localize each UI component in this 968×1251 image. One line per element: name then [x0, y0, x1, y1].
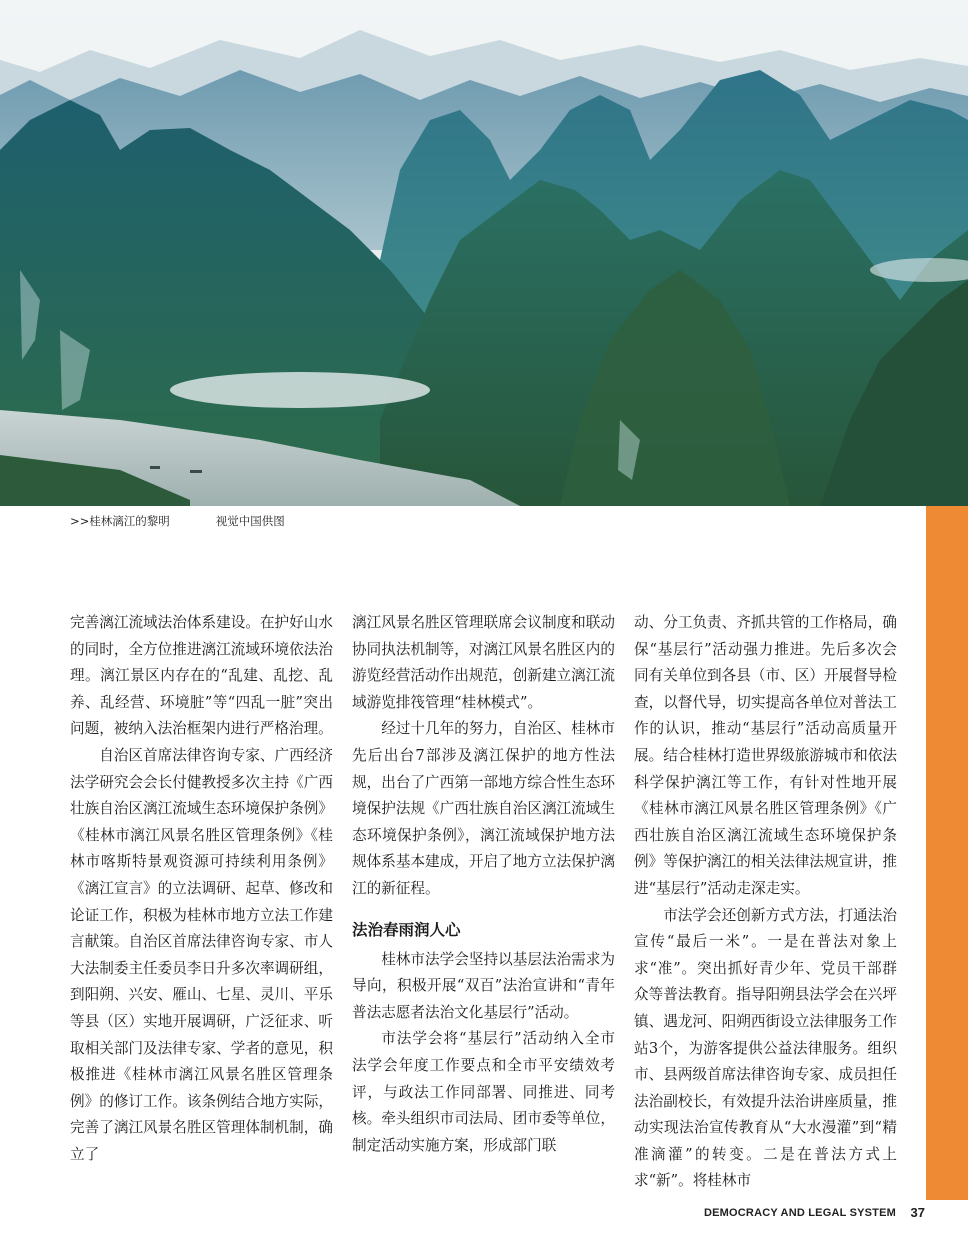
article-column-3: [634, 610, 897, 1195]
paragraph: 漓江风景名胜区管理联席会议制度和联动协同执法机制等，对漓江风景名胜区内的游览经营活动作出规范，创新建立漓江流域游览排筏管理“桂林模式”。: [352, 614, 615, 711]
article-column-2: [352, 610, 615, 1159]
paragraph: 动、分工负责、齐抓共管的工作格局，确保“基层行”活动强力推进。先后多次会同有关单位到各县（市、区）开展督导检查，以督代导，切实提高各单位对普法工作的认识，推动“基层行”活动高质量开展。结合桂林打造世界级旅游城市和依法科学保护漓江等工作，有针对性地开展《桂林市漓江风景名胜区管理条例》《广西壮族自治区漓江流域生态环境保护条例》等保护漓江的相关法律法规宣讲，推进“基层行”活动走深走实。: [634, 614, 897, 897]
caption-title: >>桂林漓江的黎明: [70, 514, 170, 528]
page-number: 37: [910, 1205, 925, 1220]
paragraph: 经过十几年的努力，自治区、桂林市先后出台7部涉及漓江保护的地方性法规，出台了广西第一部地方综合性生态环境保护法规《广西壮族自治区漓江流域生态环境保护条例》，漓江流域保护地方法规体系基本建成，开启了地方立法保护漓江的新征程。: [352, 720, 615, 897]
landscape-photo: [0, 0, 968, 506]
li-river-dawn-image: [0, 0, 968, 506]
paragraph: 市法学会将“基层行”活动纳入全市法学会年度工作要点和全市平安绩效考评，与政法工作同部署、同推进、同考核。牵头组织市司法局、团市委等单位，制定活动实施方案，形成部门联: [352, 1030, 615, 1154]
caption-credit: 视觉中国供图: [215, 514, 285, 528]
paragraph: 自治区首席法律咨询专家、广西经济法学研究会会长付健教授多次主持《广西壮族自治区漓江流域生态环境保护条例》《桂林市漓江风景名胜区管理条例》《桂林市喀斯特景观资源可持续利用条例》《漓江宣言》的立法调研、起草、修改和论证工作，积极为桂林市地方立法工作建言献策。自治区首席法律咨询专家、市人大法制委主任委员李日升多次率调研组，到阳朔、兴安、雁山、七星、灵川、平乐等县（区）实地开展调研，广泛征求、听取相关部门及法律专家、学者的意见，积极推进《桂林市漓江风景名胜区管理条例》的修订工作。该条例结合地方实际，完善了漓江风景名胜区管理体制机制，确立了: [70, 746, 333, 1163]
side-accent-bar: [926, 506, 968, 1200]
paragraph: 市法学会还创新方式方法，打通法治宣传“最后一米”。一是在普法对象上求“准”。突出抓好青少年、党员干部群众等普法教育。指导阳朔县法学会在兴坪镇、遇龙河、阳朔西街设立法律服务工作站3个，为游客提供公益法律服务。组织市、县两级首席法律咨询专家、成员担任法治副校长，有效提升法治讲座质量，推动实现法治宣传教育从“大水漫灌”到“精准滴灌”的转变。二是在普法方式上求“新”。将桂林市: [634, 906, 897, 1190]
article-column-1: [70, 610, 333, 1168]
paragraph: 完善漓江流域法治体系建设。在护好山水的同时，全方位推进漓江流域环境依法治理。漓江景区内存在的“乱建、乱挖、乱养、乱经营、环境脏”等“四乱一脏”突出问题，被纳入法治框架内进行严格治理。: [70, 614, 333, 738]
magazine-name: DEMOCRACY AND LEGAL SYSTEM: [703, 1207, 896, 1219]
paragraph: 桂林市法学会坚持以基层法治需求为导向，积极开展“双百”法治宣讲和“青年普法志愿者法治文化基层行”活动。: [352, 950, 615, 1021]
photo-caption: [70, 513, 285, 529]
section-heading: 法治春雨润人心: [352, 920, 461, 939]
